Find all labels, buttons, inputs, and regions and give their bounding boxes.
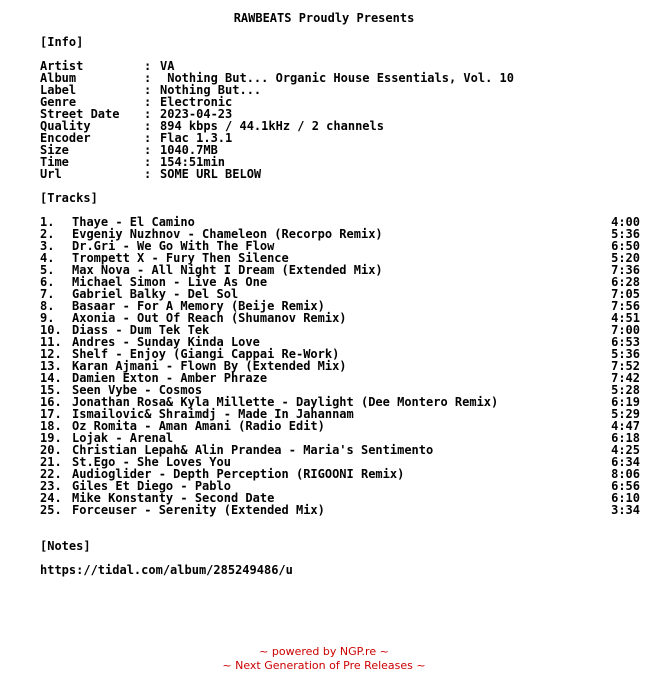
info-separator: :: [144, 167, 152, 181]
track-row: [40, 504, 640, 516]
track-title: Audioglider - Depth Perception (RIGOONI Remix): [72, 467, 405, 481]
info-value: SOME URL BELOW: [160, 167, 262, 181]
track-number: 12.: [40, 347, 62, 361]
info-separator: :: [144, 155, 152, 169]
info-row: [40, 144, 640, 156]
track-title: Christian Lepah& Alin Prandea - Maria's Sentimento: [72, 443, 434, 457]
track-title: Jonathan Rosa& Kyla Millette - Daylight (Dee Montero Remix): [72, 395, 499, 409]
track-number: 25.: [40, 503, 62, 517]
track-duration: 4:51: [611, 311, 640, 325]
track-number: 14.: [40, 371, 62, 385]
tracks-heading: [Tracks]: [40, 191, 98, 205]
track-duration: 5:20: [611, 251, 640, 265]
track-title: St.Ego - She Loves You: [72, 455, 231, 469]
info-label: Size: [40, 143, 69, 157]
info-label: Encoder: [40, 131, 91, 145]
track-title: Gabriel Balky - Del Sol: [72, 287, 239, 301]
track-duration: 6:19: [611, 395, 640, 409]
track-title: Dr.Gri - We Go With The Flow: [72, 239, 275, 253]
footer-tagline: ~ Next Generation of Pre Releases ~: [222, 659, 426, 672]
track-duration: 4:00: [611, 215, 640, 229]
track-number: 4.: [40, 251, 55, 265]
info-separator: :: [144, 59, 152, 73]
info-separator: :: [144, 83, 152, 97]
track-duration: 8:06: [611, 467, 640, 481]
track-title: Diass - Dum Tek Tek: [72, 323, 210, 337]
info-value: 154:51min: [160, 155, 226, 169]
track-number: 6.: [40, 275, 55, 289]
track-title: Ismailovic& Shraimdj - Made In Jahannam: [72, 407, 354, 421]
track-number: 23.: [40, 479, 62, 493]
info-separator: :: [144, 107, 152, 121]
track-duration: 3:34: [611, 503, 640, 517]
info-row: [40, 96, 640, 108]
info-value: VA: [160, 59, 175, 73]
track-duration: 4:47: [611, 419, 640, 433]
info-row: [40, 84, 640, 96]
footer-powered-by[interactable]: ~ powered by NGP.re ~: [259, 645, 389, 658]
track-number: 2.: [40, 227, 55, 241]
track-title: Giles Et Diego - Pablo: [72, 479, 231, 493]
track-duration: 6:53: [611, 335, 640, 349]
track-number: 13.: [40, 359, 62, 373]
track-title: Evgeniy Nuzhnov - Chameleon (Recorpo Remix): [72, 227, 383, 241]
track-duration: 6:18: [611, 431, 640, 445]
track-duration: 6:10: [611, 491, 640, 505]
track-duration: 5:28: [611, 383, 640, 397]
info-value: 1040.7MB: [160, 143, 218, 157]
info-label: Album: [40, 71, 77, 85]
info-value: 894 kbps / 44.1kHz / 2 channels: [160, 119, 384, 133]
info-row: [40, 72, 640, 84]
track-number: 24.: [40, 491, 62, 505]
notes-heading: [Notes]: [40, 539, 91, 553]
track-title: Basaar - For A Memory (Beije Remix): [72, 299, 325, 313]
track-number: 3.: [40, 239, 55, 253]
info-label: Artist: [40, 59, 84, 73]
track-number: 8.: [40, 299, 55, 313]
track-number: 22.: [40, 467, 62, 481]
info-label: Quality: [40, 119, 91, 133]
info-label: Street Date: [40, 107, 120, 121]
info-separator: :: [144, 71, 152, 85]
track-duration: 7:00: [611, 323, 640, 337]
track-title: Oz Romita - Aman Amani (Radio Edit): [72, 419, 325, 433]
track-number: 17.: [40, 407, 62, 421]
info-separator: :: [144, 119, 152, 133]
track-number: 5.: [40, 263, 55, 277]
info-row: [40, 168, 640, 180]
track-number: 18.: [40, 419, 62, 433]
track-title: Axonia - Out Of Reach (Shumanov Remix): [72, 311, 347, 325]
track-number: 16.: [40, 395, 62, 409]
info-label: Genre: [40, 95, 77, 109]
track-number: 11.: [40, 335, 62, 349]
track-number: 1.: [40, 215, 55, 229]
album-url[interactable]: https://tidal.com/album/285249486/u: [40, 563, 293, 577]
track-duration: 7:42: [611, 371, 640, 385]
info-value: 2023-04-23: [160, 107, 233, 121]
info-value: Nothing But...: [160, 83, 262, 97]
track-duration: 5:36: [611, 347, 640, 361]
track-duration: 7:36: [611, 263, 640, 277]
track-duration: 7:52: [611, 359, 640, 373]
track-number: 15.: [40, 383, 62, 397]
track-title: Karan Ajmani - Flown By (Extended Mix): [72, 359, 347, 373]
track-duration: 6:50: [611, 239, 640, 253]
info-label: Url: [40, 167, 62, 181]
info-separator: :: [144, 131, 152, 145]
track-duration: 7:05: [611, 287, 640, 301]
track-title: Seen Vybe - Cosmos: [72, 383, 203, 397]
track-duration: 6:56: [611, 479, 640, 493]
track-number: 10.: [40, 323, 62, 337]
track-title: Thaye - El Camino: [72, 215, 195, 229]
info-heading: [Info]: [40, 35, 84, 49]
info-value: Flac 1.3.1: [160, 131, 233, 145]
info-row: [40, 156, 640, 168]
track-duration: 6:34: [611, 455, 640, 469]
info-label: Label: [40, 83, 77, 97]
track-title: Mike Konstanty - Second Date: [72, 491, 275, 505]
info-separator: :: [144, 95, 152, 109]
track-number: 20.: [40, 443, 62, 457]
info-separator: :: [144, 143, 152, 157]
track-number: 21.: [40, 455, 62, 469]
track-number: 9.: [40, 311, 55, 325]
track-title: Lojak - Arenal: [72, 431, 174, 445]
info-label: Time: [40, 155, 69, 169]
info-row: [40, 120, 640, 132]
track-title: Andres - Sunday Kinda Love: [72, 335, 260, 349]
track-title: Max Nova - All Night I Dream (Extended Mix): [72, 263, 383, 277]
track-title: Forceuser - Serenity (Extended Mix): [72, 503, 325, 517]
track-duration: 7:56: [611, 299, 640, 313]
track-duration: 5:36: [611, 227, 640, 241]
track-title: Trompett X - Fury Then Silence: [72, 251, 289, 265]
track-number: 7.: [40, 287, 55, 301]
track-title: Damien Exton - Amber Phraze: [72, 371, 268, 385]
track-duration: 5:29: [611, 407, 640, 421]
release-title: RAWBEATS Proudly Presents: [233, 11, 415, 25]
track-number: 19.: [40, 431, 62, 445]
track-title: Michael Simon - Live As One: [72, 275, 268, 289]
track-title: Shelf - Enjoy (Giangi Cappai Re-Work): [72, 347, 340, 361]
track-duration: 4:25: [611, 443, 640, 457]
info-value: Nothing But... Organic House Essentials, Vol. 10: [160, 71, 515, 85]
info-row: [40, 132, 640, 144]
info-value: Electronic: [160, 95, 233, 109]
track-duration: 6:28: [611, 275, 640, 289]
